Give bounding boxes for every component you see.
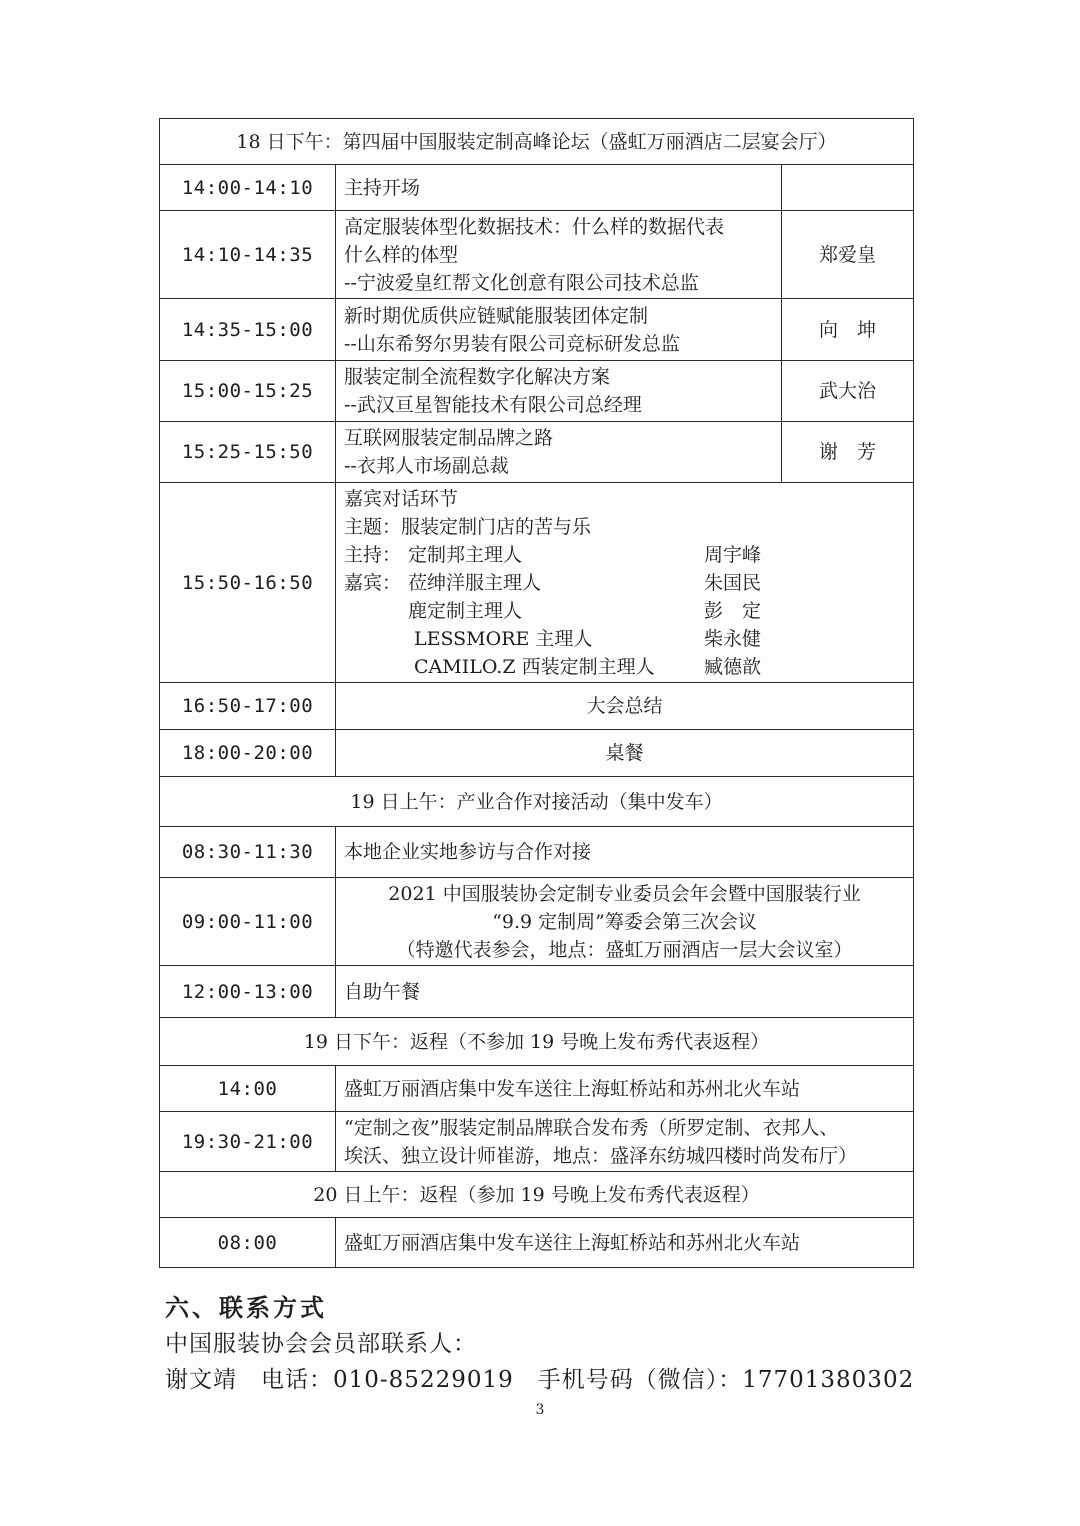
guest-row (344, 569, 905, 597)
table-row (160, 827, 914, 878)
time-cell: 08:00 (160, 1218, 336, 1268)
table-row (160, 966, 914, 1018)
table-row (160, 1112, 914, 1172)
speaker-cell: 向 坤 (782, 299, 914, 361)
contact-line: 谢文靖 电话：010-85229019 手机号码（微信）：17701380302 (165, 1367, 915, 1393)
time-cell: 16:50-17:00 (160, 683, 336, 730)
section-header: 18 日下午：第四届中国服装定制高峰论坛（盛虹万丽酒店二层宴会厅） (160, 119, 914, 165)
speaker-cell: 武大治 (782, 361, 914, 422)
time-cell: 14:10-14:35 (160, 211, 336, 299)
time-cell: 09:00-11:00 (160, 878, 336, 966)
table-row (160, 211, 914, 299)
topic-line: --宁波爱皇红帮文化创意有限公司技术总监 (344, 271, 699, 294)
section-header: 19 日下午：返程（不参加 19 号晚上发布秀代表返程） (160, 1018, 914, 1066)
guest-org: 鹿定制主理人 (408, 599, 523, 622)
table-row (160, 730, 914, 777)
time-cell: 14:00 (160, 1066, 336, 1112)
speaker-cell: 郑爱皇 (782, 211, 914, 299)
dialogue-theme: 主题：服装定制门店的苦与乐 (344, 515, 592, 538)
time-cell: 15:50-16:50 (160, 483, 336, 683)
guest-name: 彭 定 (704, 599, 762, 622)
topic-cell (336, 878, 914, 966)
agenda-table (159, 118, 914, 1268)
topic-line: 埃沃、独立设计师崔游，地点：盛泽东纺城四楼时尚发布厅） (344, 1144, 858, 1167)
dialogue-title: 嘉宾对话环节 (344, 487, 459, 510)
topic-cell: 桌餐 (336, 730, 914, 777)
time-cell: 12:00-13:00 (160, 966, 336, 1018)
topic-cell: 盛虹万丽酒店集中发车送往上海虹桥站和苏州北火车站 (336, 1066, 914, 1112)
topic-cell (336, 1112, 914, 1172)
topic-line: 什么样的体型 (344, 243, 459, 266)
dialogue-cell (336, 483, 914, 683)
topic-cell (336, 361, 782, 422)
table-row (160, 422, 914, 483)
section-header: 19 日上午：产业合作对接活动（集中发车） (160, 777, 914, 827)
topic-cell: 大会总结 (336, 683, 914, 730)
section-header-row (160, 1018, 914, 1066)
section-header: 20 日上午：返程（参加 19 号晚上发布秀代表返程） (160, 1172, 914, 1218)
topic-cell: 主持开场 (336, 165, 782, 211)
topic-cell (336, 299, 782, 361)
time-cell: 15:25-15:50 (160, 422, 336, 483)
topic-cell: 盛虹万丽酒店集中发车送往上海虹桥站和苏州北火车站 (336, 1218, 914, 1268)
table-row (160, 483, 914, 683)
table-row (160, 299, 914, 361)
guest-name: 柴永健 (704, 627, 762, 650)
guest-org: 莅绅洋服主理人 (408, 571, 542, 594)
page-number: 3 (535, 1402, 545, 1418)
host-label: 主持： (344, 543, 402, 566)
topic-line: 新时期优质供应链赋能服装团体定制 (344, 304, 649, 327)
guest-org: CAMILO.Z 西装定制主理人 (414, 655, 655, 678)
table-row (160, 878, 914, 966)
guest-name: 朱国民 (704, 571, 762, 594)
time-cell: 15:00-15:25 (160, 361, 336, 422)
topic-line: --武汉亘星智能技术有限公司总经理 (344, 394, 642, 416)
guest-row (344, 653, 905, 681)
guest-row (344, 597, 905, 625)
contact-line: 中国服装协会会员部联系人： (165, 1331, 477, 1357)
table-row (160, 1066, 914, 1112)
host-org: 定制邦主理人 (408, 543, 523, 566)
topic-line: “定制之夜”服装定制品牌联合发布秀（所罗定制、衣邦人、 (344, 1116, 839, 1139)
topic-cell (336, 211, 782, 299)
speaker-cell (782, 165, 914, 211)
guest-label: 嘉宾： (344, 571, 402, 594)
time-cell: 19:30-21:00 (160, 1112, 336, 1172)
table-row (160, 683, 914, 730)
time-cell: 08:30-11:30 (160, 827, 336, 878)
host-name: 周宇峰 (704, 543, 762, 566)
topic-cell: 本地企业实地参访与合作对接 (336, 827, 914, 878)
table-row (160, 165, 914, 211)
speaker-cell: 谢 芳 (782, 422, 914, 483)
topic-cell: 自助午餐 (336, 966, 914, 1018)
table-row (160, 361, 914, 422)
topic-line: --山东希努尔男装有限公司竞标研发总监 (344, 332, 680, 355)
time-cell: 14:35-15:00 (160, 299, 336, 361)
topic-line: 2021 中国服装协会定制专业委员会年会暨中国服装行业 (388, 882, 861, 905)
guest-row (344, 625, 905, 653)
time-cell: 18:00-20:00 (160, 730, 336, 777)
topic-line: “9.9 定制周”筹委会第三次会议 (492, 910, 757, 933)
contact-section (165, 1290, 925, 1398)
contact-heading: 六、联系方式 (165, 1293, 327, 1322)
topic-line: （特邀代表参会，地点：盛虹万丽酒店一层大会议室） (396, 938, 853, 961)
topic-line: 高定服装体型化数据技术：什么样的数据代表 (344, 215, 725, 238)
table-row (160, 1218, 914, 1268)
topic-cell (336, 422, 782, 483)
guest-org: LESSMORE 主理人 (414, 627, 593, 650)
topic-line: --衣邦人市场副总裁 (344, 455, 509, 477)
topic-line: 互联网服装定制品牌之路 (344, 427, 554, 449)
section-header-row (160, 119, 914, 165)
host-row (344, 541, 905, 569)
guest-name: 臧德歆 (704, 655, 762, 678)
time-cell: 14:00-14:10 (160, 165, 336, 211)
section-header-row (160, 1172, 914, 1218)
topic-line: 服装定制全流程数字化解决方案 (344, 366, 611, 388)
section-header-row (160, 777, 914, 827)
